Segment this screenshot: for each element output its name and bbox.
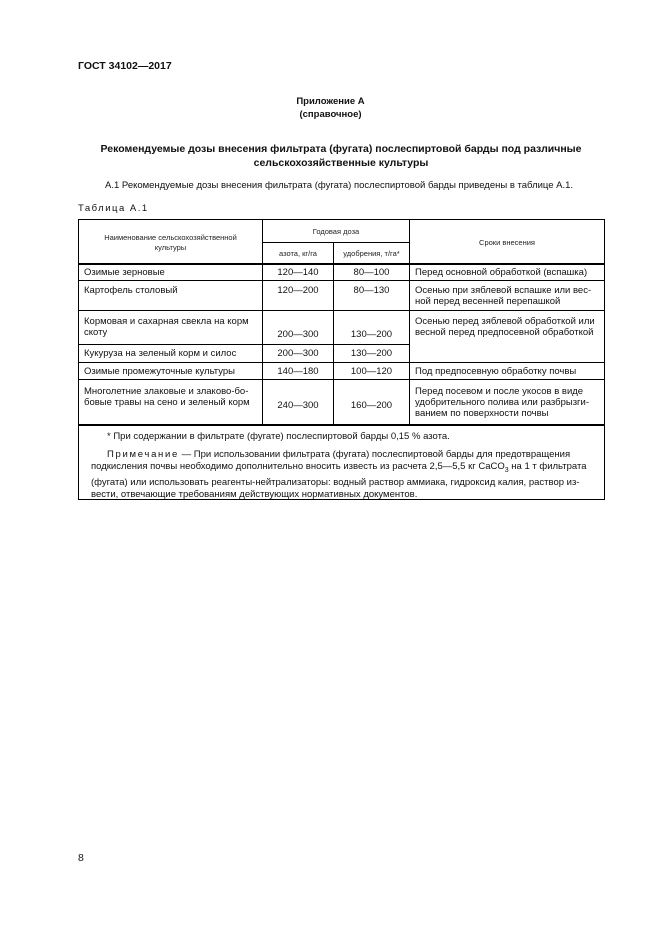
row-1-nitrogen: 120—140: [277, 267, 319, 278]
header-crop: Наименование сельскохозяйственной культуры: [104, 233, 237, 252]
grid-line: [79, 344, 410, 345]
row-3-crop: Кормовая и сахарная свекла на корм скоту: [84, 316, 249, 338]
row-1-crop: Озимые зерновые: [84, 267, 165, 278]
appendix-title: Приложение А: [296, 96, 365, 107]
row-2-fertilizer: 80—130: [353, 285, 390, 296]
row-2-crop: Картофель столовый: [84, 285, 178, 296]
standard-code: ГОСТ 34102—2017: [78, 60, 172, 72]
note-line-1: Примечание — При использовании фильтрата (фугата) послеспиртовой барды для предотвращения: [107, 449, 571, 460]
header-annual-dose: Годовая доза: [312, 227, 360, 236]
intro-paragraph: А.1 Рекомендуемые дозы внесения фильтрата (фугата) послеспиртовой барды приведены в таблице А.1.: [105, 180, 574, 191]
heading-line-2: сельскохозяйственные культуры: [253, 157, 429, 169]
row-6-timing: Перед посевом и после укосов в виде удобрительного полива или разбрызги- ванием по поверхности почвы: [415, 386, 589, 419]
row-2-nitrogen: 120—200: [277, 285, 319, 296]
grid-line: [409, 265, 410, 425]
row-6-nitrogen: 240—300: [277, 400, 319, 411]
grid-line: [79, 310, 604, 311]
grid-line: [79, 280, 604, 281]
table-note: [91, 449, 599, 501]
heading-line-1: Рекомендуемые дозы внесения фильтрата (фугата) послеспиртовой барды под различные: [100, 143, 582, 155]
table-footnote: * При содержании в фильтрате (фугате) послеспиртовой барды 0,15 % азота.: [107, 431, 450, 442]
row-4-fertilizer: 130—200: [350, 348, 393, 359]
section-heading: [78, 142, 604, 170]
row-3-nitrogen: 200—300: [277, 329, 319, 340]
row-6-fertilizer: 160—200: [350, 400, 393, 411]
header-timing: Сроки внесения: [479, 238, 535, 247]
appendix-subtitle: (справочное): [299, 109, 362, 120]
row-5-timing: Под предпосевную обработку почвы: [415, 366, 577, 377]
row-6-crop: Многолетние злаковые и злаково-бо- бовые травы на сено и зеленый корм: [84, 386, 250, 408]
grid-line: [262, 242, 410, 243]
row-2-timing: Осенью при зяблевой вспашке или вес- ной перед весенней перепашкой: [415, 285, 592, 307]
row-3-timing: Осенью перед зяблевой обработкой или весной перед предпосевной обработкой: [415, 316, 595, 338]
note-line-3: (фугата) или использовать реагенты-нейтрализаторы: водный раствор аммиака, гидроксид калия, раствор из-: [91, 476, 580, 488]
table-label: Таблица А.1: [78, 203, 149, 214]
note-line-4: вести, отвечающие требованиям действующих нормативных документов.: [91, 488, 418, 500]
grid-line: [79, 362, 604, 363]
header-nitrogen: азота, кг/га: [279, 249, 317, 258]
row-4-nitrogen: 200—300: [277, 348, 319, 359]
row-1-timing: Перед основной обработкой (вспашка): [415, 267, 588, 278]
header-rule: [79, 263, 604, 265]
row-5-nitrogen: 140—180: [277, 366, 319, 377]
row-4-crop: Кукуруза на зеленый корм и силос: [84, 348, 237, 359]
table-a1: [78, 219, 605, 500]
header-fertilizer: удобрения, т/га*: [343, 249, 400, 258]
note-line-2: подкисления почвы необходимо дополнительно вносить известь из расчета 2,5—5,5 кг CaCO$_3$ на 1 т фильтрата: [91, 461, 587, 474]
note-label: Примечание: [107, 449, 179, 460]
body-rule: [79, 424, 604, 426]
row-1-fertilizer: 80—100: [353, 267, 390, 278]
page-number: 8: [78, 852, 84, 864]
grid-line: [79, 379, 604, 380]
row-3-fertilizer: 130—200: [350, 329, 393, 340]
row-5-fertilizer: 100—120: [350, 366, 393, 377]
row-5-crop: Озимые промежуточные культуры: [84, 366, 235, 377]
